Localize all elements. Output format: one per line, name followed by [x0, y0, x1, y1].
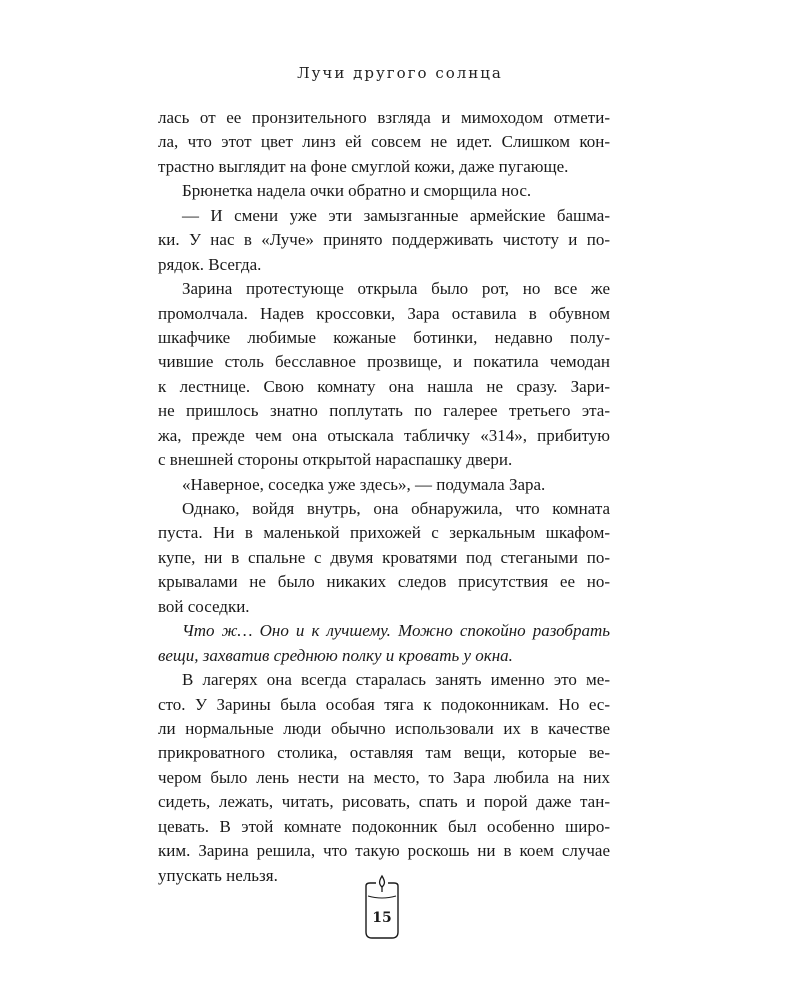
- text-line-italic: вещи, захватив среднюю полку и кровать у окна.: [158, 645, 513, 665]
- text-line: чером было лень нести на место, то Зара любила на них: [158, 767, 610, 787]
- text-line: Однако, войдя внутрь, она обнаружила, что комната: [182, 499, 610, 518]
- text-line: жа, прежде чем она отыскала табличку «314», прибитую: [158, 425, 610, 445]
- text-line: Зарина протестующе открыла было рот, но все же: [182, 279, 610, 299]
- text-line: ли нормальные люди обычно использовали их в качестве: [158, 718, 610, 738]
- text-line: к лестнице. Свою комнату она нашла не сразу. Зари-: [158, 376, 610, 396]
- page-number-ornament: [362, 872, 402, 942]
- text-line: ким. Зарина решила, что такую роскошь ни в коем случае: [158, 841, 610, 861]
- text-line: пуста. Ни в маленькой прихожей с зеркальным шкафом-: [158, 523, 610, 543]
- page-number: 15: [372, 910, 392, 926]
- text-line-italic: Что ж… Оно и к лучшему. Можно спокойно разобрать: [182, 621, 610, 641]
- text-line: купе, ни в спальне с двумя кроватями под стегаными по-: [158, 547, 610, 567]
- text-line: с внешней стороны открытой нараспашку двери.: [158, 450, 513, 470]
- text-line: не пришлось знатно поплутать по галерее третьего эта-: [158, 401, 610, 421]
- text-line: трастно выглядит на фоне смуглой кожи, даже пугающе.: [158, 156, 569, 176]
- text-line: чившие столь бесславное прозвище, и покатила чемодан: [158, 352, 610, 372]
- running-head-title: Лучи другого солнца: [297, 64, 503, 82]
- text-line: упускать нельзя.: [158, 865, 278, 885]
- text-line: шкафчике любимые кожаные ботинки, недавно полу-: [158, 327, 610, 347]
- body-text: [158, 106, 610, 888]
- text-line: сидеть, лежать, читать, рисовать, спать и порой даже тан-: [158, 792, 610, 812]
- text-line: В лагерях она всегда старалась занять именно это ме-: [182, 670, 610, 690]
- text-line: крывалами не было никаких следов присутствия ее но-: [158, 572, 610, 592]
- candle-jar-icon: [362, 872, 402, 942]
- text-line: сто. У Зарины была особая тяга к подоконникам. Но ес-: [158, 694, 610, 714]
- text-line: рядок. Всегда.: [158, 254, 262, 274]
- text-line: Брюнетка надела очки обратно и сморщила нос.: [182, 181, 532, 201]
- text-line: ла, что этот цвет линз ей совсем не идет. Слишком кон-: [158, 132, 610, 152]
- text-line: прикроватного столика, оставляя там вещи, которые ве-: [158, 743, 610, 763]
- text-line: цевать. В этой комнате подоконник был особенно широ-: [158, 816, 610, 836]
- text-line: промолчала. Надев кроссовки, Зара оставила в обувном: [158, 303, 610, 323]
- text-line: — И смени уже эти замызганные армейские башма-: [182, 205, 610, 225]
- text-line: лась от ее пронзительного взгляда и мимоходом отмети-: [158, 108, 610, 127]
- text-line: ки. У нас в «Луче» принято поддерживать чистоту и по-: [158, 230, 610, 250]
- text-line: вой соседки.: [158, 596, 250, 616]
- text-line: «Наверное, соседка уже здесь», — подумала Зара.: [182, 474, 546, 494]
